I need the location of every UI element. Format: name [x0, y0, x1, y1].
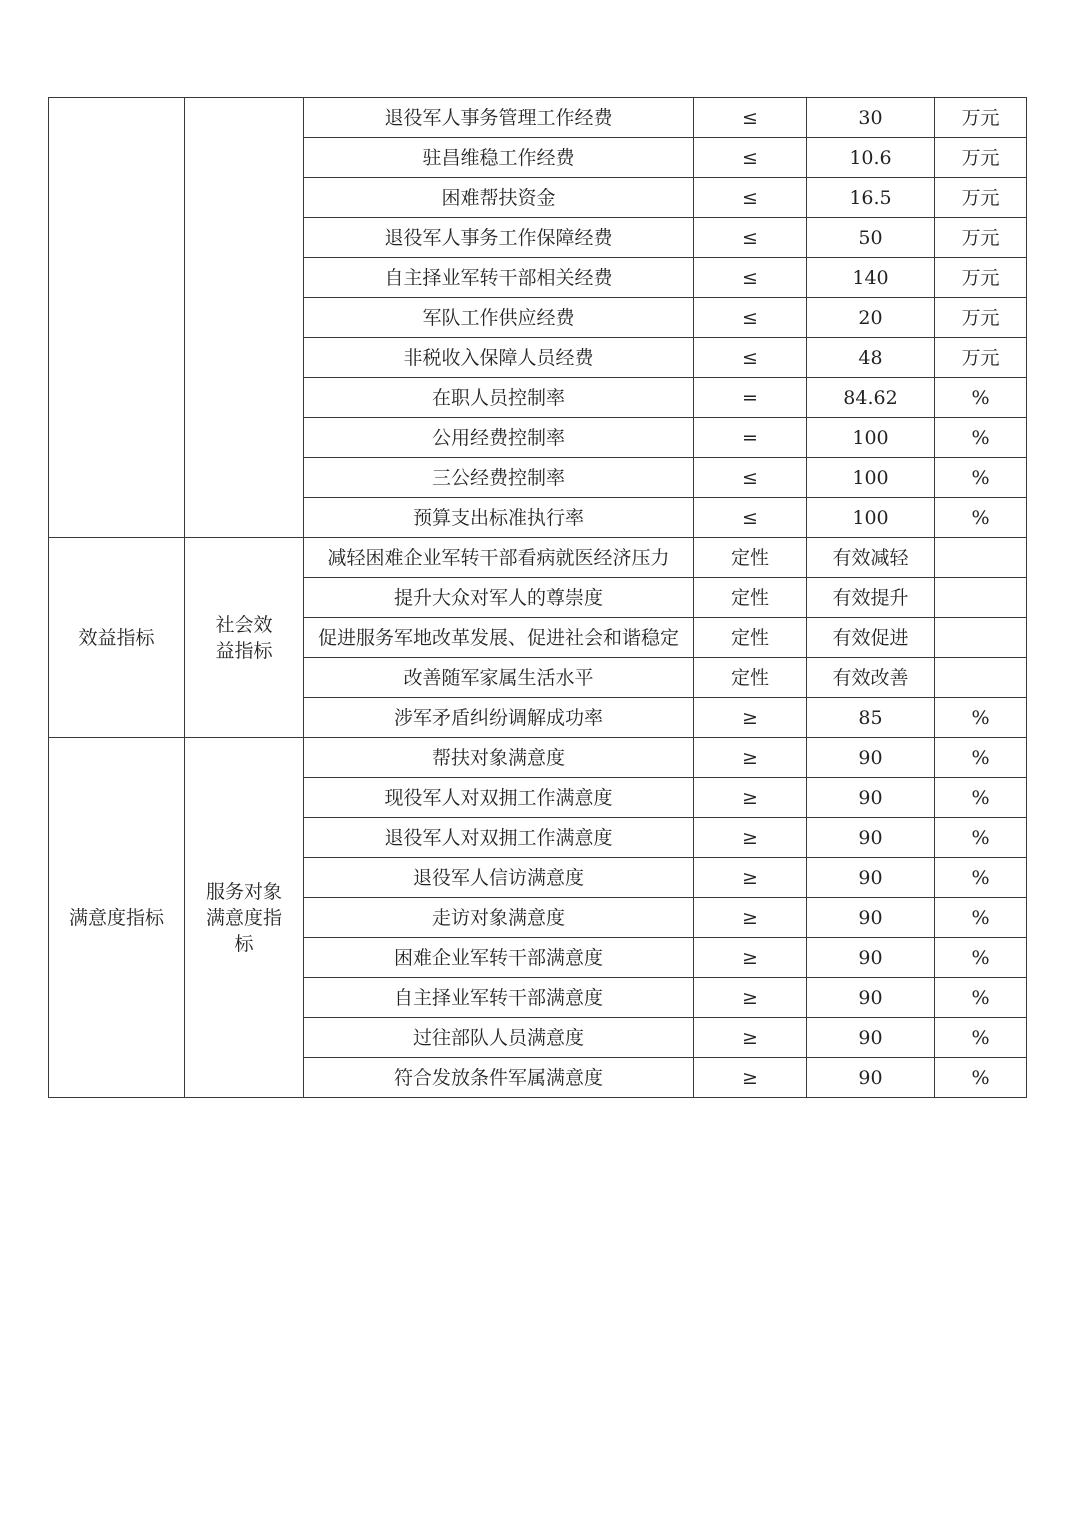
indicator-cell: 提升大众对军人的尊崇度 [304, 578, 694, 618]
level2-category-label: 服务对象满意度指标 [205, 880, 282, 955]
target-value-cell: 48 [807, 338, 935, 378]
operator-cell: ≥ [694, 738, 807, 778]
target-value-cell: 90 [807, 858, 935, 898]
target-value-cell: 90 [807, 938, 935, 978]
unit-cell: % [935, 458, 1027, 498]
indicator-cell: 自主择业军转干部相关经费 [304, 258, 694, 298]
table-row [49, 98, 1027, 138]
indicator-cell: 公用经费控制率 [304, 418, 694, 458]
operator-cell: ≥ [694, 698, 807, 738]
operator-cell: ≥ [694, 818, 807, 858]
level1-category-cell: 效益指标 [49, 538, 185, 738]
indicator-cell: 退役军人事务工作保障经费 [304, 218, 694, 258]
target-value-cell: 90 [807, 778, 935, 818]
target-value-cell: 90 [807, 1058, 935, 1098]
unit-cell: % [935, 778, 1027, 818]
target-value-cell: 16.5 [807, 178, 935, 218]
indicator-cell: 涉军矛盾纠纷调解成功率 [304, 698, 694, 738]
target-value-cell: 90 [807, 978, 935, 1018]
operator-cell: ≥ [694, 938, 807, 978]
operator-cell: ≤ [694, 138, 807, 178]
indicator-cell: 过往部队人员满意度 [304, 1018, 694, 1058]
operator-cell: ≤ [694, 178, 807, 218]
indicator-cell: 退役军人事务管理工作经费 [304, 98, 694, 138]
target-value-cell: 90 [807, 738, 935, 778]
unit-cell: % [935, 498, 1027, 538]
indicator-cell: 帮扶对象满意度 [304, 738, 694, 778]
unit-cell: 万元 [935, 338, 1027, 378]
unit-cell: % [935, 698, 1027, 738]
unit-cell [935, 658, 1027, 698]
unit-cell: % [935, 738, 1027, 778]
unit-cell: 万元 [935, 298, 1027, 338]
target-value-cell: 50 [807, 218, 935, 258]
target-value-cell: 85 [807, 698, 935, 738]
target-value-cell: 有效改善 [807, 658, 935, 698]
operator-cell: ≤ [694, 98, 807, 138]
unit-cell: % [935, 978, 1027, 1018]
target-value-cell: 有效提升 [807, 578, 935, 618]
target-value-cell: 20 [807, 298, 935, 338]
indicator-cell: 自主择业军转干部满意度 [304, 978, 694, 1018]
indicator-cell: 军队工作供应经费 [304, 298, 694, 338]
unit-cell: 万元 [935, 258, 1027, 298]
unit-cell: % [935, 938, 1027, 978]
unit-cell [935, 578, 1027, 618]
target-value-cell: 100 [807, 498, 935, 538]
level2-category-label: 社会效益指标 [215, 613, 273, 662]
indicator-cell: 走访对象满意度 [304, 898, 694, 938]
unit-cell: % [935, 858, 1027, 898]
unit-cell: 万元 [935, 218, 1027, 258]
level2-category-cell [185, 98, 304, 538]
operator-cell: 定性 [694, 658, 807, 698]
target-value-cell: 90 [807, 1018, 935, 1058]
operator-cell: = [694, 378, 807, 418]
table-row [49, 738, 1027, 778]
indicator-cell: 困难企业军转干部满意度 [304, 938, 694, 978]
target-value-cell: 有效促进 [807, 618, 935, 658]
table-row [49, 538, 1027, 578]
unit-cell: % [935, 1058, 1027, 1098]
operator-cell: ≥ [694, 898, 807, 938]
operator-cell: ≥ [694, 858, 807, 898]
target-value-cell: 有效减轻 [807, 538, 935, 578]
unit-cell: % [935, 818, 1027, 858]
operator-cell: ≤ [694, 338, 807, 378]
indicator-cell: 促进服务军地改革发展、促进社会和谐稳定 [304, 618, 694, 658]
level1-category-cell [49, 98, 185, 538]
operator-cell: ≤ [694, 498, 807, 538]
target-value-cell: 10.6 [807, 138, 935, 178]
indicator-cell: 预算支出标准执行率 [304, 498, 694, 538]
indicator-cell: 三公经费控制率 [304, 458, 694, 498]
operator-cell: ≥ [694, 978, 807, 1018]
target-value-cell: 100 [807, 458, 935, 498]
target-value-cell: 100 [807, 418, 935, 458]
unit-cell: % [935, 898, 1027, 938]
level2-category-cell [185, 738, 304, 1098]
target-value-cell: 84.62 [807, 378, 935, 418]
indicator-cell: 非税收入保障人员经费 [304, 338, 694, 378]
table-body [49, 98, 1027, 1098]
indicator-cell: 现役军人对双拥工作满意度 [304, 778, 694, 818]
target-value-cell: 140 [807, 258, 935, 298]
operator-cell: 定性 [694, 578, 807, 618]
unit-cell: % [935, 418, 1027, 458]
operator-cell: ≤ [694, 218, 807, 258]
indicator-cell: 在职人员控制率 [304, 378, 694, 418]
target-value-cell: 90 [807, 818, 935, 858]
unit-cell: % [935, 1018, 1027, 1058]
unit-cell: 万元 [935, 138, 1027, 178]
operator-cell: ≤ [694, 258, 807, 298]
operator-cell: ≥ [694, 778, 807, 818]
unit-cell [935, 538, 1027, 578]
level1-category-cell: 满意度指标 [49, 738, 185, 1098]
indicator-cell: 退役军人信访满意度 [304, 858, 694, 898]
unit-cell: % [935, 378, 1027, 418]
indicator-cell: 改善随军家属生活水平 [304, 658, 694, 698]
operator-cell: 定性 [694, 538, 807, 578]
unit-cell: 万元 [935, 98, 1027, 138]
indicator-cell: 驻昌维稳工作经费 [304, 138, 694, 178]
operator-cell: ≥ [694, 1058, 807, 1098]
operator-cell: ≥ [694, 1018, 807, 1058]
unit-cell: 万元 [935, 178, 1027, 218]
level2-category-cell [185, 538, 304, 738]
performance-indicator-table [48, 97, 1027, 1098]
indicator-cell: 减轻困难企业军转干部看病就医经济压力 [304, 538, 694, 578]
target-value-cell: 90 [807, 898, 935, 938]
unit-cell [935, 618, 1027, 658]
target-value-cell: 30 [807, 98, 935, 138]
operator-cell: = [694, 418, 807, 458]
indicator-cell: 困难帮扶资金 [304, 178, 694, 218]
operator-cell: ≤ [694, 298, 807, 338]
operator-cell: ≤ [694, 458, 807, 498]
indicator-cell: 符合发放条件军属满意度 [304, 1058, 694, 1098]
indicator-cell: 退役军人对双拥工作满意度 [304, 818, 694, 858]
operator-cell: 定性 [694, 618, 807, 658]
